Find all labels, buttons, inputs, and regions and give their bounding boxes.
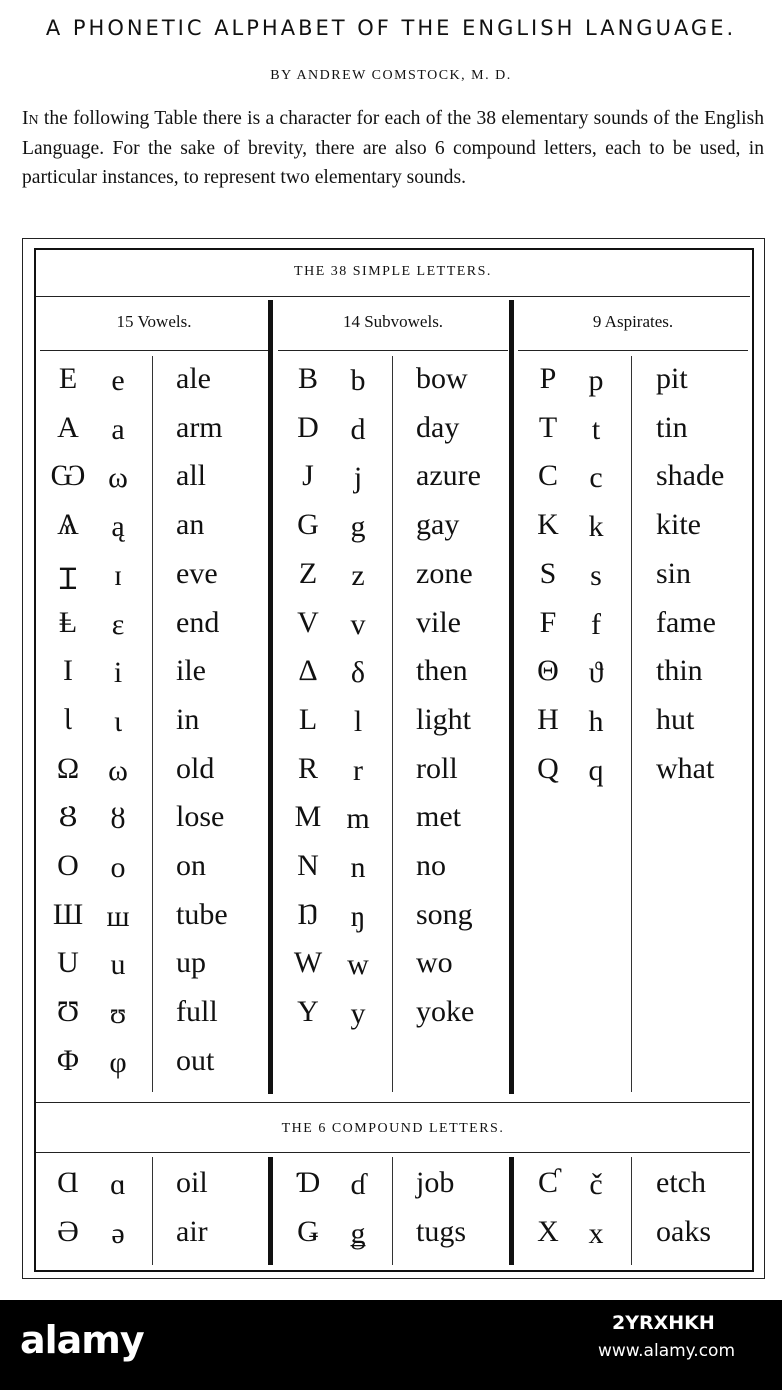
capital-letter: D <box>297 411 319 444</box>
alamy-logo: alamy <box>20 1318 144 1362</box>
compound-divider-2 <box>509 1157 514 1265</box>
author-byline: BY ANDREW COMSTOCK, M. D. <box>270 68 512 83</box>
intro-text: the following Table there is a character for each of the 38 elementary sounds of the English Language. For the sake of brevity, there are also 6 compound letters, each to be used, in particular instances, to represent two elementary sounds. <box>22 108 764 188</box>
compound-bottom-rule <box>36 1152 750 1153</box>
simple-letters-caption: THE 38 SIMPLE LETTERS. <box>294 264 492 279</box>
example-word: what <box>656 752 715 785</box>
capital-letter: Q <box>537 752 559 785</box>
capital-letter: Z <box>298 557 318 590</box>
capital-letter: G <box>297 508 319 541</box>
capital-letter: Ŋ <box>297 898 319 931</box>
example-word: sin <box>656 557 692 590</box>
subvowels-word-rule <box>392 356 393 1092</box>
example-word: shade <box>656 459 725 492</box>
example-word: on <box>176 849 206 882</box>
phonetic-table <box>34 248 754 1272</box>
lowercase-letter: ɪ <box>113 559 123 592</box>
lowercase-letter: v <box>350 608 366 641</box>
example-word: day <box>416 411 460 444</box>
lowercase-letter: o <box>110 851 126 884</box>
compound-lowercase-letter: ә <box>111 1217 125 1250</box>
capital-letter: Φ <box>57 1044 79 1077</box>
lowercase-letter: ш <box>106 900 130 933</box>
intro-dropcap: In <box>22 108 39 129</box>
lowercase-letter: ϑ <box>588 656 604 689</box>
example-word: wo <box>416 946 453 979</box>
lowercase-letter: j <box>353 461 363 494</box>
example-word: light <box>416 703 472 736</box>
compound-divider-1 <box>268 1157 273 1265</box>
compound-capital-letter: Ɑ <box>57 1166 79 1199</box>
capital-letter: N <box>297 849 319 882</box>
footer-url: www.alamy.com <box>598 1341 736 1361</box>
capital-letter: Ȣ <box>58 800 78 833</box>
example-word: arm <box>176 411 223 444</box>
lowercase-letter: z <box>351 559 365 592</box>
capital-letter: J <box>302 459 314 492</box>
lowercase-letter: ε <box>111 608 125 641</box>
compound-lowercase-letter: č <box>589 1168 603 1201</box>
compound-example-word: job <box>416 1166 455 1199</box>
example-word: yoke <box>416 995 475 1028</box>
capital-letter: B <box>297 362 318 395</box>
example-word: song <box>416 898 473 931</box>
compound-vowels-word-rule <box>152 1157 153 1265</box>
lowercase-letter: c <box>589 461 603 494</box>
example-word: full <box>176 995 218 1028</box>
example-word: then <box>416 654 468 687</box>
lowercase-letter: i <box>113 656 123 689</box>
capital-letter: I <box>63 654 73 687</box>
example-word: vile <box>416 606 461 639</box>
example-word: ale <box>176 362 211 395</box>
example-word: an <box>176 508 205 541</box>
lowercase-letter: ʊ <box>109 997 127 1030</box>
example-word: up <box>176 946 206 979</box>
lowercase-letter: g <box>350 510 366 543</box>
capital-letter: Ω <box>56 752 80 785</box>
capital-letter: F <box>539 606 557 639</box>
capital-letter: Δ <box>298 654 318 687</box>
lowercase-letter: p <box>588 364 604 397</box>
lowercase-letter: q <box>588 754 604 787</box>
example-word: gay <box>416 508 460 541</box>
lowercase-letter: l <box>353 705 363 738</box>
lowercase-letter: r <box>353 754 363 787</box>
lowercase-letter: ȣ <box>110 802 126 835</box>
capital-letter: Ɪ <box>59 563 77 596</box>
lowercase-letter: w <box>347 948 369 981</box>
example-word: thin <box>656 654 703 687</box>
capital-letter: C <box>537 459 558 492</box>
lowercase-letter: d <box>350 413 366 446</box>
compound-letters-caption: THE 6 COMPOUND LETTERS. <box>281 1121 505 1136</box>
capital-letter: W <box>293 946 323 979</box>
compound-capital-letter: Ǥ <box>297 1215 319 1248</box>
example-word: zone <box>416 557 473 590</box>
capital-letter: E <box>58 362 78 395</box>
capital-letter: Ʊ <box>56 995 80 1028</box>
compound-lowercase-letter: ɑ <box>110 1168 126 1201</box>
image-id: 2YRXHKH <box>612 1312 715 1334</box>
capital-letter: A <box>57 411 79 444</box>
example-word: lose <box>176 800 225 833</box>
capital-letter: Y <box>297 995 319 1028</box>
lowercase-letter: h <box>588 705 604 738</box>
capital-letter: V <box>297 606 319 639</box>
example-word: tube <box>176 898 228 931</box>
example-word: hut <box>656 703 695 736</box>
compound-lowercase-letter: ɗ <box>350 1168 366 1201</box>
capital-letter: Ѧ <box>57 508 79 541</box>
compound-subvowels-word-rule <box>392 1157 393 1265</box>
lowercase-letter: δ <box>350 656 366 689</box>
compound-top-rule <box>36 1102 750 1103</box>
group-divider-2 <box>509 300 514 1094</box>
capital-letter: O <box>57 849 79 882</box>
compound-example-word: tugs <box>416 1215 467 1248</box>
capital-letter: Θ <box>537 654 559 687</box>
lowercase-letter: s <box>590 559 602 592</box>
lowercase-letter: ɩ <box>113 705 123 738</box>
lowercase-letter: a <box>111 413 125 446</box>
lowercase-letter: t <box>591 413 601 446</box>
capital-letter: P <box>539 362 557 395</box>
capital-letter: T <box>538 411 558 444</box>
lowercase-letter: ą <box>111 510 125 543</box>
caption-rule <box>36 296 750 297</box>
vowels-heading-rule <box>40 350 268 351</box>
vowels-heading: 15 Vowels. <box>116 312 192 331</box>
vowels-word-rule <box>152 356 153 1092</box>
example-word: out <box>176 1044 215 1077</box>
example-word: end <box>176 606 220 639</box>
example-word: in <box>176 703 200 736</box>
capital-letter: M <box>294 800 322 833</box>
compound-capital-letter: Ƈ <box>537 1166 558 1199</box>
subvowels-heading: 14 Subvowels. <box>342 312 444 331</box>
example-word: no <box>416 849 446 882</box>
example-word: tin <box>656 411 688 444</box>
lowercase-letter: ŋ <box>350 900 366 933</box>
example-word: eve <box>176 557 218 590</box>
capital-letter: U <box>57 946 79 979</box>
capital-letter: S <box>539 557 557 590</box>
lowercase-letter: e <box>111 364 125 397</box>
group-divider-1 <box>268 300 273 1094</box>
capital-letter: K <box>537 508 559 541</box>
lowercase-letter: m <box>346 802 370 835</box>
example-word: met <box>416 800 461 833</box>
example-word: bow <box>416 362 468 395</box>
example-word: fame <box>656 606 716 639</box>
example-word: ile <box>176 654 206 687</box>
capital-letter: L <box>298 703 318 736</box>
aspirates-heading-rule <box>518 350 748 351</box>
example-word: all <box>176 459 206 492</box>
intro-paragraph <box>22 104 764 193</box>
capital-letter: H <box>537 703 559 736</box>
capital-letter: Ɩ <box>64 703 72 736</box>
compound-example-word: oaks <box>656 1215 711 1248</box>
example-word: old <box>176 752 215 785</box>
example-word: kite <box>656 508 701 541</box>
lowercase-letter: k <box>588 510 604 543</box>
lowercase-letter: φ <box>109 1046 127 1079</box>
capital-letter: Ѡ <box>50 459 86 492</box>
aspirates-heading: 9 Aspirates. <box>592 312 674 331</box>
example-word: azure <box>416 459 481 492</box>
compound-capital-letter: Ә <box>57 1215 79 1248</box>
capital-letter: Ⱡ <box>58 606 78 639</box>
lowercase-letter: n <box>350 851 366 884</box>
compound-example-word: etch <box>656 1166 706 1199</box>
compound-example-word: oil <box>176 1166 208 1199</box>
compound-lowercase-letter: x <box>588 1217 604 1250</box>
subvowels-heading-rule <box>278 350 508 351</box>
lowercase-letter: ω <box>108 754 128 787</box>
lowercase-letter: b <box>350 364 366 397</box>
lowercase-letter: ω <box>108 461 128 494</box>
aspirates-word-rule <box>631 356 632 1092</box>
compound-capital-letter: Ɗ <box>295 1166 321 1199</box>
compound-example-word: air <box>176 1215 208 1248</box>
compound-aspirates-word-rule <box>631 1157 632 1265</box>
compound-lowercase-letter: ǥ <box>350 1217 366 1250</box>
lowercase-letter: u <box>110 948 126 981</box>
example-word: pit <box>656 362 688 395</box>
lowercase-letter: y <box>350 997 366 1030</box>
example-word: roll <box>416 752 458 785</box>
capital-letter: R <box>297 752 318 785</box>
page-title: A PHONETIC ALPHABET OF THE ENGLISH LANGUAGE. <box>45 16 737 40</box>
capital-letter: Ш <box>52 898 84 931</box>
compound-capital-letter: X <box>537 1215 559 1248</box>
lowercase-letter: f <box>591 608 601 641</box>
